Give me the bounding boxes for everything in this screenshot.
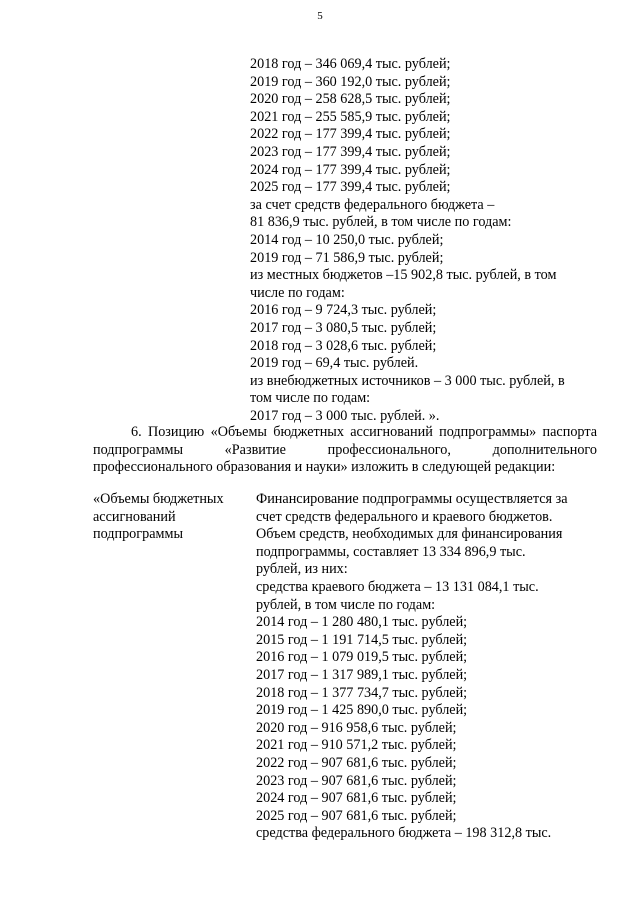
value-line: рублей, в том числе по годам: <box>256 596 436 613</box>
list-line: 2024 год – 177 399,4 тыс. рублей; <box>250 161 451 178</box>
value-line: подпрограммы, составляет 13 334 896,9 тыс. <box>256 543 526 560</box>
list-line: 2021 год – 255 585,9 тыс. рублей; <box>250 108 451 125</box>
value-line: счет средств федерального и краевого бюджетов. <box>256 508 553 525</box>
list-line: 2018 год – 346 069,4 тыс. рублей; <box>250 56 451 72</box>
list-line: том числе по годам: <box>250 390 371 407</box>
value-line: 2019 год – 1 425 890,0 тыс. рублей; <box>256 702 468 719</box>
table-label-cell <box>93 491 224 544</box>
funding-list-continued <box>250 56 565 425</box>
value-line: 2014 год – 1 280 480,1 тыс. рублей; <box>256 614 468 631</box>
label-line: «Объемы бюджетных <box>93 491 224 507</box>
value-line: 2021 год – 910 571,2 тыс. рублей; <box>256 737 457 754</box>
list-line: за счет средств федерального бюджета – <box>250 196 495 213</box>
value-line: 2018 год – 1 377 734,7 тыс. рублей; <box>256 684 468 701</box>
label-line: подпрограммы <box>93 526 183 543</box>
value-line: средства краевого бюджета – 13 131 084,1 тыс. <box>256 578 539 595</box>
value-line: 2024 год – 907 681,6 тыс. рублей; <box>256 790 457 807</box>
list-line: 2017 год – 3 000 тыс. рублей. ». <box>250 407 440 424</box>
value-line: средства федерального бюджета – 198 312,8 тыс. <box>256 825 552 842</box>
list-line: 2022 год – 177 399,4 тыс. рублей; <box>250 126 451 143</box>
value-line: 2017 год – 1 317 989,1 тыс. рублей; <box>256 666 468 683</box>
value-line: Объем средств, необходимых для финансирования <box>256 526 563 543</box>
list-line: 2019 год – 71 586,9 тыс. рублей; <box>250 249 444 266</box>
page-number: 5 <box>317 10 323 22</box>
list-line: 2025 год – 177 399,4 тыс. рублей; <box>250 179 451 196</box>
value-line: 2016 год – 1 079 019,5 тыс. рублей; <box>256 649 468 666</box>
list-line: 2016 год – 9 724,3 тыс. рублей; <box>250 302 437 319</box>
list-line: 81 836,9 тыс. рублей, в том числе по годам: <box>250 214 512 231</box>
label-line: ассигнований <box>93 508 176 525</box>
value-line: рублей, из них: <box>256 561 348 578</box>
list-line: числе по годам: <box>250 284 345 301</box>
value-line: 2025 год – 907 681,6 тыс. рублей; <box>256 807 457 824</box>
list-line: 2014 год – 10 250,0 тыс. рублей; <box>250 231 444 248</box>
value-line: 2015 год – 1 191 714,5 тыс. рублей; <box>256 631 468 648</box>
item-6-paragraph: 6. Позицию «Объемы бюджетных ассигнований подпрограммы» паспорта подпрограммы «Развитие профессионального, дополнительного профессионального образования и науки» изложить в следующей редакции: <box>93 424 597 476</box>
list-line: 2017 год – 3 080,5 тыс. рублей; <box>250 319 437 336</box>
list-line: 2023 год – 177 399,4 тыс. рублей; <box>250 143 451 160</box>
value-line: 2020 год – 916 958,6 тыс. рублей; <box>256 719 457 736</box>
list-line: 2020 год – 258 628,5 тыс. рублей; <box>250 91 451 108</box>
value-line: 2023 год – 907 681,6 тыс. рублей; <box>256 772 457 789</box>
list-line: 2019 год – 69,4 тыс. рублей. <box>250 355 419 372</box>
list-line: 2019 год – 360 192,0 тыс. рублей; <box>250 73 451 90</box>
table-value-cell <box>256 491 568 843</box>
list-line: 2018 год – 3 028,6 тыс. рублей; <box>250 337 437 354</box>
value-line: 2022 год – 907 681,6 тыс. рублей; <box>256 754 457 771</box>
list-line: из местных бюджетов –15 902,8 тыс. рублей, в том <box>250 267 557 284</box>
value-line: Финансирование подпрограммы осуществляется за <box>256 491 568 507</box>
list-line: из внебюджетных источников – 3 000 тыс. рублей, в <box>250 372 565 389</box>
